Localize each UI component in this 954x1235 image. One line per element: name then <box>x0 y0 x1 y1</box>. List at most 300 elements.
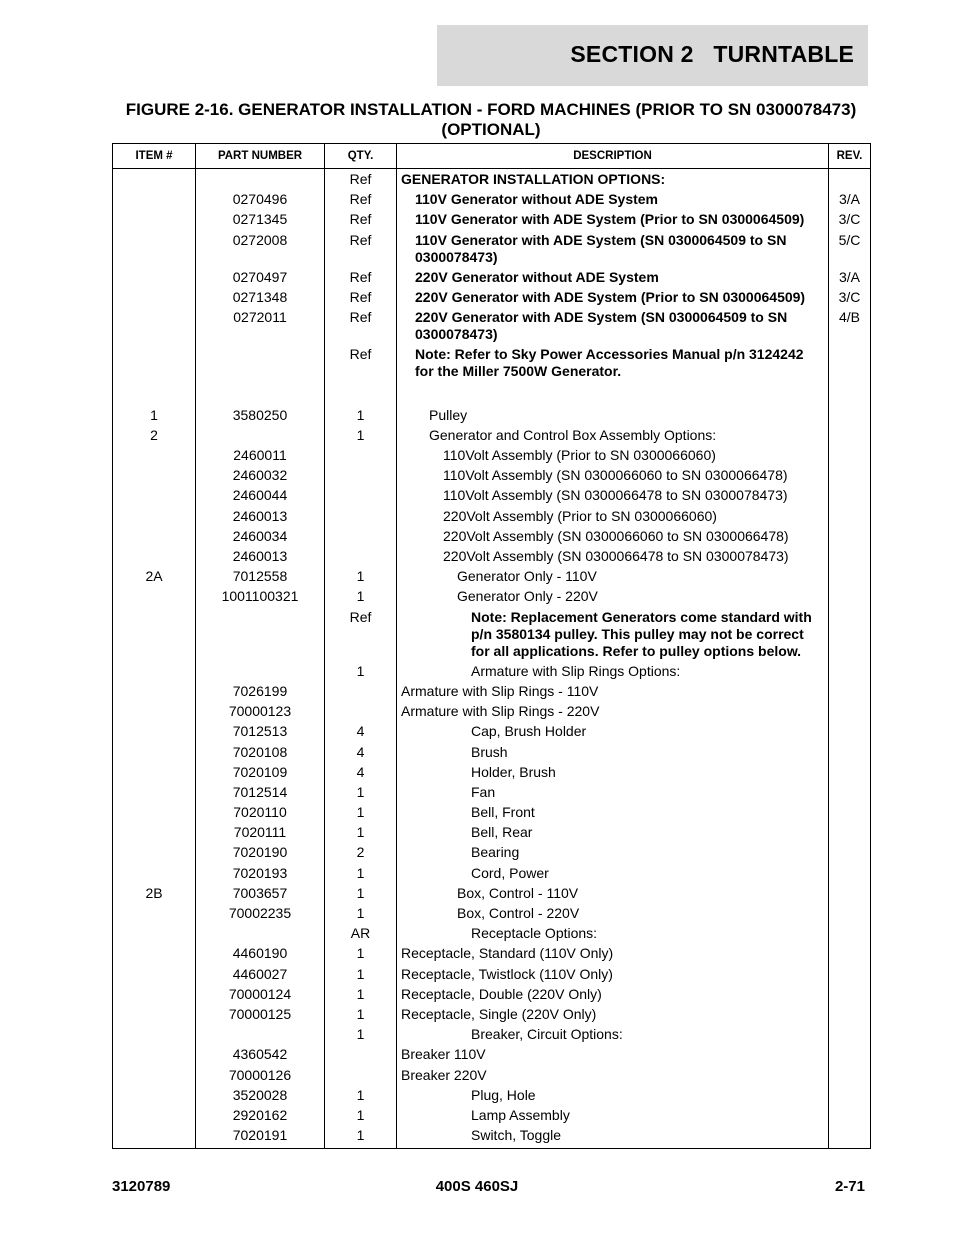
description-text: Holder, Brush <box>471 763 556 780</box>
description-text: 220V Generator with ADE System (SN 0300064509 to SN 0300078473) <box>415 309 788 343</box>
table-row <box>113 984 871 1004</box>
item-cell <box>113 1024 196 1044</box>
rev-cell <box>829 883 871 903</box>
part-number-cell <box>196 344 325 381</box>
qty-cell <box>325 445 397 465</box>
item-cell <box>113 209 196 229</box>
table-row <box>113 485 871 505</box>
table-row <box>113 681 871 701</box>
part-number-cell: 7020190 <box>196 842 325 862</box>
description-text: Box, Control - 110V <box>457 884 579 901</box>
table-row <box>113 169 871 190</box>
table-row <box>113 189 871 209</box>
rev-cell <box>829 681 871 701</box>
item-cell <box>113 923 196 943</box>
item-cell <box>113 526 196 546</box>
part-number-cell: 7026199 <box>196 681 325 701</box>
rev-cell <box>829 903 871 923</box>
table-row <box>113 903 871 923</box>
part-number-cell: 4460027 <box>196 964 325 984</box>
table-row <box>113 586 871 606</box>
part-number-cell <box>196 607 325 661</box>
rev-cell <box>829 782 871 802</box>
part-number-cell: 0270496 <box>196 189 325 209</box>
table-row <box>113 822 871 842</box>
item-cell <box>113 842 196 862</box>
description-text: Receptacle Options: <box>471 925 598 942</box>
description-text: Cap, Brush Holder <box>471 723 587 740</box>
item-cell <box>113 445 196 465</box>
part-number-cell: 2460013 <box>196 506 325 526</box>
qty-cell: 1 <box>325 984 397 1004</box>
qty-cell: 4 <box>325 721 397 741</box>
description-text: 220Volt Assembly (Prior to SN 0300066060) <box>443 507 717 524</box>
figure-title-line2: (OPTIONAL) <box>441 120 541 139</box>
rev-cell <box>829 1125 871 1149</box>
description-cell <box>397 1125 829 1149</box>
footer-model: 400S 460SJ <box>435 1178 519 1195</box>
qty-cell: 1 <box>325 661 397 681</box>
rev-cell <box>829 1044 871 1064</box>
rev-cell <box>829 344 871 381</box>
description-text: 110V Generator without ADE System <box>415 191 658 208</box>
description-text: 110Volt Assembly (Prior to SN 0300066060) <box>443 447 716 464</box>
item-cell <box>113 661 196 681</box>
item-cell <box>113 307 196 344</box>
qty-cell: 1 <box>325 1004 397 1024</box>
rev-cell <box>829 586 871 606</box>
part-number-cell: 0271345 <box>196 209 325 229</box>
table-row <box>113 425 871 445</box>
spacer-cell <box>829 382 871 405</box>
rev-cell: 3/C <box>829 209 871 229</box>
description-cell <box>397 883 829 903</box>
rev-cell <box>829 405 871 425</box>
item-cell <box>113 802 196 822</box>
part-number-cell <box>196 425 325 445</box>
item-cell <box>113 1085 196 1105</box>
rev-cell: 3/A <box>829 189 871 209</box>
item-cell <box>113 822 196 842</box>
section-title: SECTION 2 TURNTABLE <box>570 41 854 67</box>
parts-table-body <box>113 169 871 1149</box>
item-cell <box>113 1105 196 1125</box>
part-number-cell: 7020111 <box>196 822 325 842</box>
table-row <box>113 287 871 307</box>
rev-cell <box>829 485 871 505</box>
table-row <box>113 923 871 943</box>
rev-cell <box>829 863 871 883</box>
part-number-cell: 2460011 <box>196 445 325 465</box>
qty-cell: 1 <box>325 943 397 963</box>
rev-cell <box>829 526 871 546</box>
item-cell <box>113 762 196 782</box>
table-row <box>113 782 871 802</box>
item-cell <box>113 607 196 661</box>
description-cell <box>397 964 829 984</box>
rev-cell <box>829 984 871 1004</box>
description-cell <box>397 782 829 802</box>
rev-cell: 3/C <box>829 287 871 307</box>
qty-cell: Ref <box>325 344 397 381</box>
description-cell <box>397 903 829 923</box>
description-cell <box>397 307 829 344</box>
rev-cell <box>829 445 871 465</box>
description-text: Armature with Slip Rings - 220V <box>401 703 600 720</box>
part-number-cell: 2460013 <box>196 546 325 566</box>
table-row <box>113 546 871 566</box>
part-number-cell: 0270497 <box>196 267 325 287</box>
table-row <box>113 1125 871 1149</box>
description-text: 110Volt Assembly (SN 0300066478 to SN 0300078473) <box>443 487 788 504</box>
part-number-cell: 7020191 <box>196 1125 325 1149</box>
footer-page-number: 2-71 <box>834 1178 865 1195</box>
description-cell <box>397 762 829 782</box>
description-text: Cord, Power <box>471 864 549 881</box>
table-row <box>113 1004 871 1024</box>
qty-cell: Ref <box>325 209 397 229</box>
description-text: Generator Only - 220V <box>457 588 598 605</box>
qty-cell: 4 <box>325 742 397 762</box>
qty-cell: Ref <box>325 169 397 190</box>
table-header-row <box>113 144 871 169</box>
figure-title-line1: FIGURE 2-16. GENERATOR INSTALLATION - FORD MACHINES (PRIOR TO SN 0300078473) <box>125 100 857 119</box>
description-text: GENERATOR INSTALLATION OPTIONS: <box>401 171 666 187</box>
description-text: Bearing <box>471 844 520 861</box>
table-row <box>113 842 871 862</box>
item-cell <box>113 782 196 802</box>
qty-cell: Ref <box>325 287 397 307</box>
description-text: Fan <box>471 783 496 800</box>
table-row <box>113 267 871 287</box>
description-text: Armature with Slip Rings Options: <box>471 662 681 679</box>
footer-manual-number: 3120789 <box>112 1178 171 1195</box>
qty-cell: Ref <box>325 189 397 209</box>
item-cell <box>113 506 196 526</box>
item-cell <box>113 964 196 984</box>
item-cell <box>113 943 196 963</box>
description-cell <box>397 344 829 381</box>
description-cell <box>397 425 829 445</box>
item-cell <box>113 465 196 485</box>
description-text: Generator Only - 110V <box>457 568 597 585</box>
table-row <box>113 1024 871 1044</box>
part-number-cell: 70000123 <box>196 701 325 721</box>
table-row <box>113 465 871 485</box>
part-number-cell: 7012558 <box>196 566 325 586</box>
table-row <box>113 1065 871 1085</box>
table-row <box>113 566 871 586</box>
description-cell <box>397 465 829 485</box>
rev-cell <box>829 1085 871 1105</box>
table-row <box>113 701 871 721</box>
part-number-cell <box>196 923 325 943</box>
table-row <box>113 802 871 822</box>
table-row <box>113 943 871 963</box>
table-row <box>113 1085 871 1105</box>
part-number-cell: 0271348 <box>196 287 325 307</box>
qty-cell: 1 <box>325 405 397 425</box>
rev-cell <box>829 742 871 762</box>
rev-cell <box>829 425 871 445</box>
part-number-cell: 0272011 <box>196 307 325 344</box>
rev-cell <box>829 506 871 526</box>
item-cell <box>113 863 196 883</box>
item-cell <box>113 721 196 741</box>
table-row <box>113 526 871 546</box>
description-text: Pulley <box>429 406 468 423</box>
qty-cell: Ref <box>325 267 397 287</box>
qty-cell: 4 <box>325 762 397 782</box>
description-text: Armature with Slip Rings - 110V <box>401 682 599 699</box>
qty-cell: Ref <box>325 230 397 267</box>
item-cell <box>113 189 196 209</box>
description-text: 220Volt Assembly (SN 0300066478 to SN 0300078473) <box>443 548 789 564</box>
col-header-part-number: PART NUMBER <box>196 144 325 169</box>
part-number-cell <box>196 169 325 190</box>
table-row <box>113 883 871 903</box>
col-header-description: DESCRIPTION <box>397 144 829 169</box>
rev-cell <box>829 721 871 741</box>
qty-cell: 1 <box>325 822 397 842</box>
table-row <box>113 762 871 782</box>
part-number-cell: 1001100321 <box>196 586 325 606</box>
description-cell <box>397 189 829 209</box>
qty-cell: 1 <box>325 1125 397 1149</box>
qty-cell <box>325 1044 397 1064</box>
item-cell <box>113 903 196 923</box>
part-number-cell: 4460190 <box>196 943 325 963</box>
qty-cell: 1 <box>325 802 397 822</box>
part-number-cell: 7012514 <box>196 782 325 802</box>
qty-cell: 2 <box>325 842 397 862</box>
description-cell <box>397 1024 829 1044</box>
qty-cell: 1 <box>325 782 397 802</box>
item-cell <box>113 287 196 307</box>
item-cell <box>113 984 196 1004</box>
rev-cell <box>829 842 871 862</box>
description-cell <box>397 984 829 1004</box>
description-cell <box>397 863 829 883</box>
description-cell <box>397 485 829 505</box>
item-cell: 1 <box>113 405 196 425</box>
rev-cell <box>829 661 871 681</box>
rev-cell <box>829 964 871 984</box>
part-number-cell: 70002235 <box>196 903 325 923</box>
item-cell: 2B <box>113 883 196 903</box>
qty-cell: 1 <box>325 566 397 586</box>
description-cell <box>397 661 829 681</box>
description-text: 220V Generator without ADE System <box>415 268 659 285</box>
parts-table <box>112 143 871 1149</box>
figure-title <box>112 100 870 140</box>
item-cell: 2A <box>113 566 196 586</box>
description-cell <box>397 742 829 762</box>
description-text: Generator and Control Box Assembly Options: <box>429 426 717 443</box>
spacer-cell <box>196 382 325 405</box>
spacer-cell <box>113 382 196 405</box>
description-cell <box>397 1044 829 1064</box>
part-number-cell: 4360542 <box>196 1044 325 1064</box>
table-row <box>113 661 871 681</box>
rev-cell <box>829 802 871 822</box>
description-cell <box>397 822 829 842</box>
description-cell <box>397 445 829 465</box>
col-header-rev: REV. <box>829 144 871 169</box>
part-number-cell: 7003657 <box>196 883 325 903</box>
description-cell <box>397 923 829 943</box>
qty-cell <box>325 681 397 701</box>
part-number-cell: 3580250 <box>196 405 325 425</box>
description-cell <box>397 209 829 229</box>
part-number-cell <box>196 661 325 681</box>
table-row <box>113 964 871 984</box>
table-row <box>113 344 871 381</box>
qty-cell <box>325 1065 397 1085</box>
qty-cell: Ref <box>325 307 397 344</box>
description-cell <box>397 405 829 425</box>
item-cell <box>113 701 196 721</box>
table-row <box>113 1105 871 1125</box>
description-text: Switch, Toggle <box>471 1127 562 1144</box>
rev-cell <box>829 546 871 566</box>
description-cell <box>397 701 829 721</box>
rev-cell <box>829 1024 871 1044</box>
description-cell <box>397 842 829 862</box>
col-header-item: ITEM # <box>113 144 196 169</box>
part-number-cell: 7020193 <box>196 863 325 883</box>
part-number-cell: 0272008 <box>196 230 325 267</box>
table-row <box>113 230 871 267</box>
description-text: Note: Replacement Generators come standard with p/n 3580134 pulley. This pulley may not be correct for all applications. Refer to pulley options below. <box>471 608 812 659</box>
item-cell <box>113 1065 196 1085</box>
part-number-cell: 7020109 <box>196 762 325 782</box>
table-row <box>113 506 871 526</box>
rev-cell <box>829 607 871 661</box>
description-text: 110V Generator with ADE System (SN 0300064509 to SN 0300078473) <box>415 231 787 265</box>
rev-cell: 5/C <box>829 230 871 267</box>
rev-cell <box>829 1065 871 1085</box>
part-number-cell: 3520028 <box>196 1085 325 1105</box>
part-number-cell: 7012513 <box>196 721 325 741</box>
description-cell <box>397 267 829 287</box>
description-text: Note: Refer to Sky Power Accessories Manual p/n 3124242 for the Miller 7500W Generator. <box>415 346 804 380</box>
item-cell <box>113 546 196 566</box>
qty-cell <box>325 506 397 526</box>
description-text: Breaker, Circuit Options: <box>471 1026 623 1043</box>
part-number-cell: 70000126 <box>196 1065 325 1085</box>
table-spacer-row <box>113 382 871 405</box>
part-number-cell: 2460032 <box>196 465 325 485</box>
rev-cell <box>829 1105 871 1125</box>
description-cell <box>397 943 829 963</box>
table-row <box>113 721 871 741</box>
qty-cell: 1 <box>325 586 397 606</box>
qty-cell <box>325 546 397 566</box>
table-row <box>113 405 871 425</box>
section-header-box <box>437 25 868 86</box>
description-text: Receptacle, Double (220V Only) <box>401 985 602 1002</box>
part-number-cell <box>196 1024 325 1044</box>
item-cell <box>113 1004 196 1024</box>
table-row <box>113 863 871 883</box>
description-text: Receptacle, Standard (110V Only) <box>401 945 614 962</box>
part-number-cell: 70000124 <box>196 984 325 1004</box>
part-number-cell: 70000125 <box>196 1004 325 1024</box>
rev-cell <box>829 169 871 190</box>
qty-cell <box>325 465 397 485</box>
item-cell <box>113 267 196 287</box>
description-text: Receptacle, Twistlock (110V Only) <box>401 965 613 982</box>
description-cell <box>397 566 829 586</box>
qty-cell: 1 <box>325 1085 397 1105</box>
description-cell <box>397 607 829 661</box>
qty-cell: 1 <box>325 425 397 445</box>
qty-cell: 1 <box>325 964 397 984</box>
qty-cell: 1 <box>325 1105 397 1125</box>
description-cell <box>397 681 829 701</box>
description-text: Box, Control - 220V <box>457 905 580 921</box>
item-cell <box>113 1044 196 1064</box>
table-row <box>113 307 871 344</box>
description-text: 110V Generator with ADE System (Prior to SN 0300064509) <box>415 211 805 228</box>
item-cell <box>113 742 196 762</box>
description-text: Bell, Front <box>471 804 535 821</box>
item-cell <box>113 586 196 606</box>
rev-cell <box>829 701 871 721</box>
description-cell <box>397 1004 829 1024</box>
part-number-cell: 2460044 <box>196 485 325 505</box>
description-text: 220Volt Assembly (SN 0300066060 to SN 0300066478) <box>443 527 789 544</box>
item-cell <box>113 681 196 701</box>
qty-cell: 1 <box>325 1024 397 1044</box>
description-cell <box>397 586 829 606</box>
description-cell <box>397 1085 829 1105</box>
description-cell <box>397 526 829 546</box>
table-row <box>113 607 871 661</box>
table-row <box>113 209 871 229</box>
description-text: 110Volt Assembly (SN 0300066060 to SN 0300066478) <box>443 467 788 484</box>
description-text: Receptacle, Single (220V Only) <box>401 1005 597 1022</box>
qty-cell: Ref <box>325 607 397 661</box>
spacer-cell <box>397 382 829 405</box>
description-cell <box>397 230 829 267</box>
item-cell <box>113 485 196 505</box>
description-cell <box>397 1105 829 1125</box>
description-text: Plug, Hole <box>471 1086 536 1103</box>
rev-cell <box>829 943 871 963</box>
description-text: Brush <box>471 743 508 760</box>
rev-cell <box>829 1004 871 1024</box>
rev-cell: 4/B <box>829 307 871 344</box>
rev-cell: 3/A <box>829 267 871 287</box>
part-number-cell: 7020110 <box>196 802 325 822</box>
qty-cell <box>325 701 397 721</box>
item-cell: 2 <box>113 425 196 445</box>
item-cell <box>113 230 196 267</box>
table-row <box>113 445 871 465</box>
spacer-cell <box>325 382 397 405</box>
part-number-cell: 7020108 <box>196 742 325 762</box>
description-cell <box>397 721 829 741</box>
rev-cell <box>829 465 871 485</box>
rev-cell <box>829 762 871 782</box>
description-text: 220V Generator with ADE System (Prior to SN 0300064509) <box>415 288 806 305</box>
item-cell <box>113 344 196 381</box>
col-header-qty: QTY. <box>325 144 397 169</box>
qty-cell <box>325 485 397 505</box>
rev-cell <box>829 566 871 586</box>
